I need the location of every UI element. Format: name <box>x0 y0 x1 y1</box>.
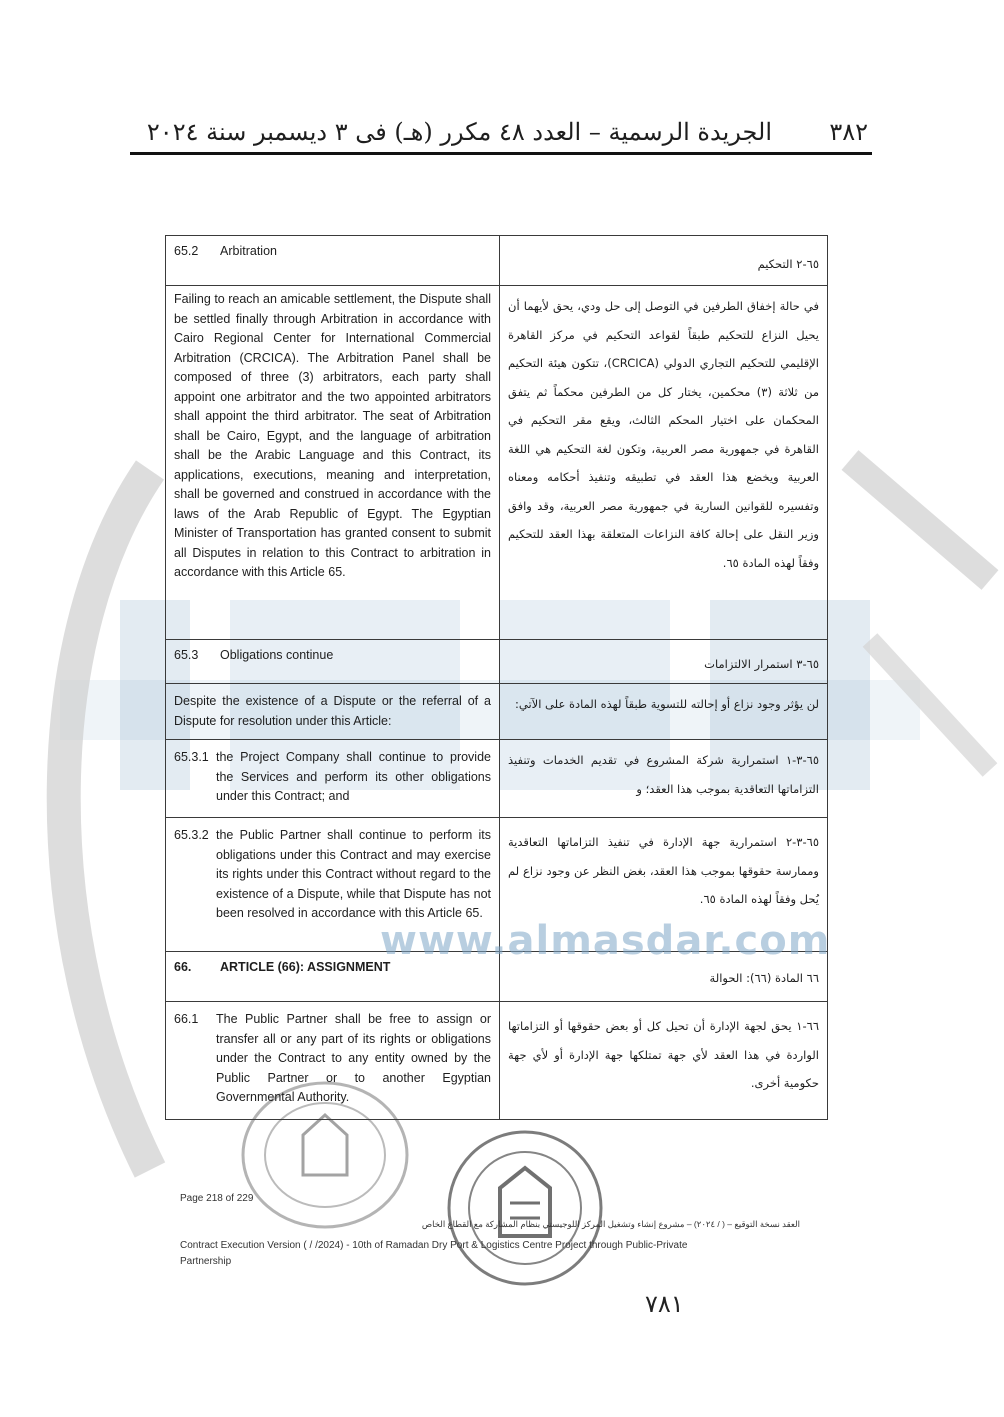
decorative-strokes <box>840 440 1004 860</box>
page-reference: Page 218 of 229 <box>180 1193 254 1204</box>
en-cell <box>166 286 500 640</box>
subclause-text: the Public Partner shall continue to perform its obligations under this Contract and may exercise its rights under this Contract without regard to the existence of a Dispute, while that Dispute has not been resolved in accordance with this Article 65. <box>216 828 491 920</box>
en-cell <box>166 740 500 818</box>
section-number: 65.2 <box>174 244 199 258</box>
ar-cell <box>500 236 828 286</box>
gazette-header <box>130 112 872 155</box>
contract-version-continued: Partnership <box>180 1256 232 1267</box>
en-cell <box>166 640 500 684</box>
website-watermark: www.almasdar.com <box>380 918 831 964</box>
decorative-arc <box>0 430 160 1210</box>
clause-text: Failing to reach an amicable settlement, the Dispute shall be settled finally through Arbitration in accordance with Cairo Regional Center for International Commercial Arbitration (CRCICA). The Arbitration Panel shall be composed of three (3) arbitrators, each party shall appoint one arbitrator and the two appointed arbitrators shall appoint the third arbitrator. The seat of Arbitration shall be Cairo, Egypt, and the language of arbitration shall be the Arabic Language and this Contract, its applications, executions, meaning and interpretation, shall be governed and construed in accordance with the laws of the Arab Republic of Egypt. The Egyptian Minister of Transportation has granted consent to submit all Disputes in relation to this Contract to arbitration in accordance with this Article 65. <box>174 292 491 579</box>
handwritten-number: ٧٨١ <box>645 1290 684 1318</box>
ar-cell <box>500 684 828 740</box>
footer-note-ar: العقد نسخة التوقيع – ( / ٢٠٢٤) – مشروع إنشاء وتشغيل المركز اللوجيستي بنظام المشاركة مع القطاع الخاص <box>421 1219 800 1229</box>
gazette-title: الجريدة الرسمية – العدد ٤٨ مكرر (هـ) فى ٣ ديسمبر سنة ٢٠٢٤ <box>146 118 772 146</box>
section-heading-ar: ٦٥-٣ استمرار الالتزامات <box>704 657 819 671</box>
section-title: Obligations continue <box>220 648 334 662</box>
clause-text-ar: في حالة إخفاق الطرفين في التوصل إلى حل ودي، يحق لأيهما أن يحيل النزاع للتحكيم طبقاً لقواعد التحكيم في مركز القاهرة الإقليمي للتحكيم التجاري الدولي (CRCICA)، تتكون هيئة التحكيم من ثلاثة (٣) محكمين، يختار كل من الطرفين محكماً ثم يتفق المحكمان على اختيار المحكم الثالث، ويقع مقر التحكيم في القاهرة في جمهورية مصر العربية، وتكون لغة التحكيم هي اللغة العربية ويخضع هذا العقد في تطبيقه وتنفيذ أحكامه ومعناه وتفسيره للقوانين السارية في جمهورية مصر العربية، وقد وافق وزير النقل على إحالة كافة النزاعات المتعلقة بهذا العقد للتحكيم وفقاً لهذه المادة ٦٥. <box>508 299 819 570</box>
subclause-number: 65.3.1 <box>174 750 209 764</box>
subclause-number: 66.1 <box>174 1012 199 1026</box>
table-row <box>166 640 828 684</box>
ar-cell <box>500 818 828 952</box>
en-cell <box>166 236 500 286</box>
gazette-page-number: ٣٨٢ <box>829 118 868 146</box>
section-number: 65.3 <box>174 648 199 662</box>
section-heading-ar: ٦٦ المادة (٦٦): الحوالة <box>709 971 819 985</box>
table-row <box>166 236 828 286</box>
contract-version: Contract Execution Version ( / /2024) - 10th of Ramadan Dry Port & Logistics Centre Project through Public-Private <box>180 1240 688 1251</box>
official-seal-right <box>440 1118 610 1298</box>
clause-text: Despite the existence of a Dispute or the referral of a Dispute for resolution under this Article: <box>174 694 491 728</box>
en-cell <box>166 818 500 952</box>
en-cell <box>166 952 500 1002</box>
clause-text-ar: لن يؤثر وجود نزاع أو إحالته للتسوية طبقاً لهذه المادة على الآتي: <box>514 697 819 711</box>
en-cell <box>166 1002 500 1120</box>
subclause-text: the Project Company shall continue to provide the Services and perform its other obligations under this Contract; and <box>216 750 491 803</box>
table-row <box>166 684 828 740</box>
subclause-text-ar: ٦٦-١ يحق لجهة الإدارة أن تحيل كل أو بعض حقوقها أو التزاماتها الواردة في هذا العقد لأي جهة تمتلكها جهة الإدارة أو لأي جهة حكومية أخرى. <box>508 1019 819 1090</box>
ar-cell <box>500 740 828 818</box>
subclause-text-ar: ٦٥-٣-٢ استمرارية جهة الإدارة في تنفيذ التزاماتها التعاقدية وممارسة حقوقها بموجب هذا العقد، بغض النظر عن وجود نزاع لم يُحل وفقاً لهذه المادة ٦٥. <box>508 835 819 906</box>
ar-cell <box>500 286 828 640</box>
section-number: 66. <box>174 960 192 974</box>
ar-cell <box>500 952 828 1002</box>
table-row <box>166 286 828 640</box>
contract-table <box>165 235 831 1120</box>
table-row <box>166 1002 828 1120</box>
section-heading-ar: ٦٥-٢ التحكيم <box>757 257 819 271</box>
table-row <box>166 952 828 1002</box>
table-row <box>166 740 828 818</box>
subclause-number: 65.3.2 <box>174 828 209 842</box>
ar-cell <box>500 640 828 684</box>
table-row <box>166 818 828 952</box>
ar-cell <box>500 1002 828 1120</box>
subclause-text-ar: ٦٥-٣-١ استمرارية شركة المشروع في تقديم الخدمات وتنفيذ التزاماتها التعاقدية بموجب هذا العقد؛ و <box>508 753 819 796</box>
section-title: ARTICLE (66): ASSIGNMENT <box>220 960 391 974</box>
section-title: Arbitration <box>220 244 277 258</box>
subclause-text: The Public Partner shall be free to assign or transfer all or any part of its rights or obligations under the Contract to any entity owned by the Public Partner or to another Egyptian Governmental Authority. <box>216 1012 491 1104</box>
en-cell <box>166 684 500 740</box>
